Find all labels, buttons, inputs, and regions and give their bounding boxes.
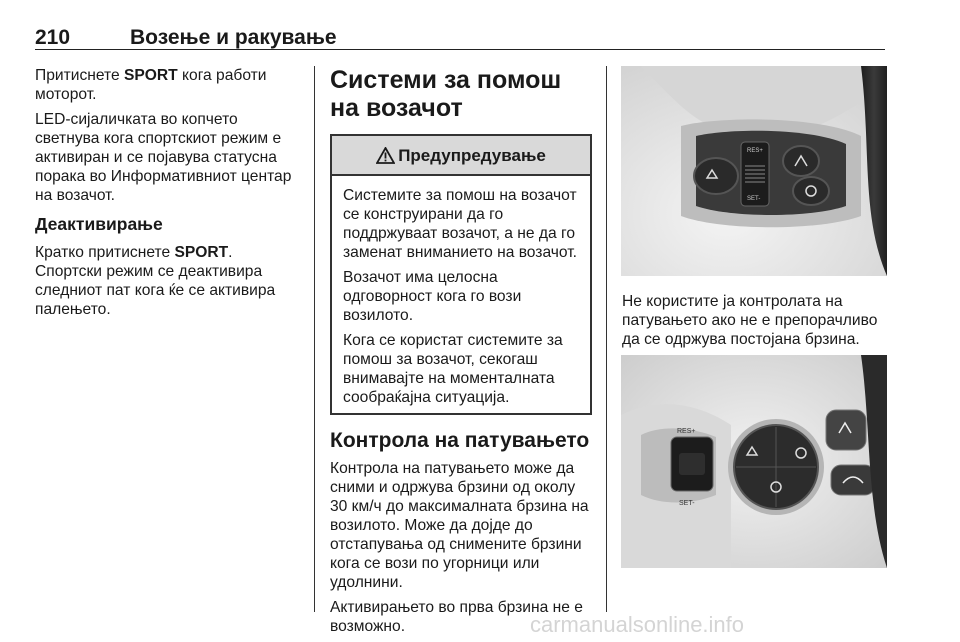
page-number: 210 [35, 26, 71, 49]
paragraph: Активирањето во прва брзина не е возможно. [330, 599, 583, 635]
warning-triangle-icon [376, 147, 395, 164]
column-divider [606, 66, 607, 612]
res-label: RES+ [747, 148, 763, 154]
warning-paragraph: Системите за помош на возачот се конструирани да го поддржуваат возачот, а не да го заменат вниманието на возачот. [343, 187, 577, 261]
steering-wheel-photo-1 [621, 66, 887, 276]
column-left [35, 66, 303, 325]
paragraph: LED-сијаличката во копчето светнува кога спортскиот режим е активиран и се појавува статусна порака во Информативниот центар на возачот. [35, 111, 292, 204]
warning-title: Предупредување [398, 145, 546, 165]
paragraph: Кратко притиснете SPORT. Спортски режим се деактивира следниот пат кога ќе се активира палењето. [35, 244, 276, 318]
warning-header [332, 136, 590, 176]
warning-box [330, 134, 592, 415]
steering-wheel-photo-2 [621, 355, 887, 568]
page-header [35, 20, 885, 50]
sport-keyword: SPORT [174, 244, 229, 261]
cruise-control-title: Контрола на патувањето [330, 429, 590, 452]
paragraph: Контрола на патувањето може да сними и одржува брзини од околу 30 км/ч до максималната брзина на возилото. Може да дојде до отстапувања од снимените брзини кога се вози по угорници или удолнини. [330, 460, 589, 591]
sport-keyword: SPORT [123, 67, 178, 84]
chapter-title: Возење и ракување [130, 26, 337, 49]
steering-wheel-illustration [621, 66, 887, 276]
paragraph: Не користите ја контролата на патувањето ако не е препорачливо да се одржува постојана брзина. [622, 293, 878, 348]
set-label: SET- [679, 500, 695, 507]
warning-paragraph: Кога се користат системите за помош за возачот, секогаш внимавајте на моменталната сообраќајна ситуација. [343, 332, 563, 406]
paragraph: Притиснете SPORT кога работи моторот. [35, 67, 267, 103]
set-label: SET- [747, 196, 761, 202]
column-divider [314, 66, 315, 612]
warning-body [332, 176, 590, 413]
warning-paragraph: Возачот има целосна одговорност кога го вози возилото. [343, 269, 522, 324]
deactivation-heading: Деактивирање [35, 214, 163, 234]
section-title: Системи за помош на возачот [330, 66, 562, 122]
column-middle [330, 66, 594, 636]
watermark: carmanualsonline.info [530, 612, 745, 637]
steering-wheel-illustration [621, 355, 887, 568]
res-label: RES+ [677, 428, 696, 435]
